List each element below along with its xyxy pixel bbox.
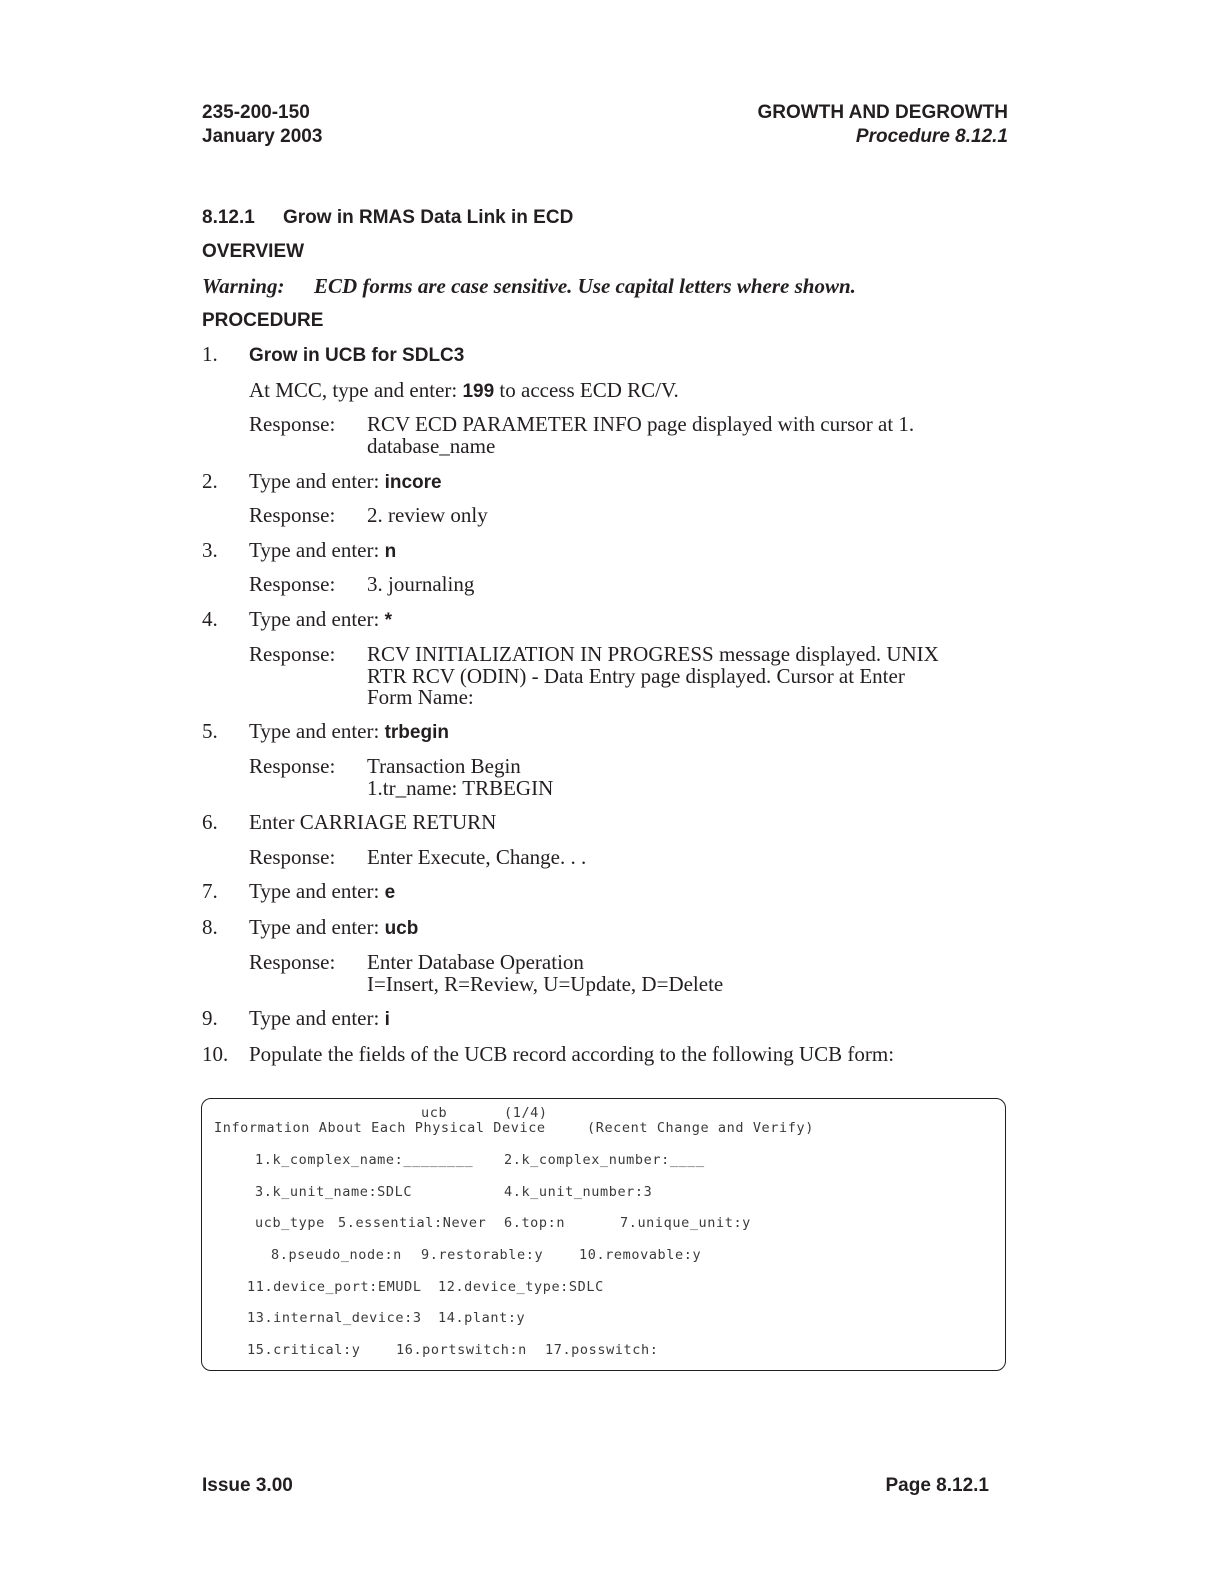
section-title [202, 207, 573, 229]
step-5-response [249, 756, 987, 799]
instruction-text: Enter CARRIAGE RETURN [249, 810, 497, 834]
step-number: 6. [202, 810, 218, 834]
response-text: RCV INITIALIZATION IN PROGRESS message displayed. UNIX [367, 642, 939, 666]
step-title: Grow in UCB for SDLC3 [249, 345, 465, 366]
field-removable: 10.removable:y [579, 1247, 702, 1263]
form-name: ucb [421, 1105, 448, 1121]
command: incore [384, 472, 442, 493]
step-9 [202, 1007, 390, 1031]
step-number: 4. [202, 607, 218, 631]
step-6 [202, 811, 496, 833]
step-number: 9. [202, 1006, 218, 1030]
response-text: 1.tr_name: TRBEGIN [367, 775, 554, 800]
step-8 [202, 916, 418, 940]
header-left [202, 101, 322, 149]
instruction-text: Type and enter: [249, 469, 385, 493]
response-label: Response: [249, 845, 336, 869]
overview-heading: OVERVIEW [202, 241, 305, 262]
step-number: 3. [202, 538, 218, 562]
step-1-instruction [249, 379, 679, 403]
response-text: database_name [367, 433, 496, 458]
step-number: 7. [202, 879, 218, 903]
step-number: 2. [202, 469, 218, 493]
field-device-type: 12.device_type:SDLC [438, 1279, 604, 1295]
step-6-response [249, 847, 987, 869]
response-label: Response: [249, 572, 336, 596]
doc-procedure: Procedure 8.12.1 [855, 126, 1008, 147]
step-4 [202, 608, 392, 632]
step-number: 8. [202, 915, 218, 939]
instruction-text: to access ECD RC/V. [494, 378, 679, 402]
field-portswitch: 16.portswitch:n [396, 1342, 527, 1358]
response-text: 2. review only [367, 503, 488, 527]
instruction-text: Type and enter: [249, 719, 385, 743]
step-8-response [249, 952, 987, 995]
section-number: 8.12.1 [202, 207, 255, 228]
field-k-complex-name: 1.k_complex_name:________ [255, 1152, 474, 1168]
step-number: 5. [202, 719, 218, 743]
warning-label: Warning: [202, 274, 285, 298]
warning-text: ECD forms are case sensitive. Use capital letters where shown. [314, 274, 856, 298]
response-text: Transaction Begin [367, 754, 521, 778]
response-text: Form Name: [367, 685, 474, 709]
warning [202, 274, 856, 299]
step-7 [202, 880, 395, 904]
command: * [384, 610, 392, 631]
ucb-form-box [201, 1098, 1006, 1371]
command: 199 [462, 381, 495, 402]
step-10 [202, 1043, 894, 1065]
command: ucb [384, 918, 419, 939]
field-internal-device: 13.internal_device:3 [247, 1310, 422, 1326]
step-number: 1. [202, 342, 218, 366]
field-pseudo-node: 8.pseudo_node:n [271, 1247, 402, 1263]
response-label: Response: [249, 503, 336, 527]
form-page: (1/4) [504, 1105, 548, 1121]
command: trbegin [384, 722, 449, 743]
step-2-response [249, 505, 987, 527]
doc-number: 235-200-150 [202, 102, 310, 123]
response-text: Enter Database Operation [367, 950, 584, 974]
field-k-unit-number: 4.k_unit_number:3 [504, 1184, 653, 1200]
ucb-type-label: ucb_type [255, 1215, 325, 1231]
step-5 [202, 720, 449, 744]
field-unique-unit: 7.unique_unit:y [620, 1215, 751, 1231]
instruction-text: Populate the fields of the UCB record according to the following UCB form: [249, 1042, 895, 1066]
command: i [384, 1009, 390, 1030]
footer-issue: Issue 3.00 [202, 1475, 293, 1496]
field-device-port: 11.device_port:EMUDL [247, 1279, 422, 1295]
step-2 [202, 470, 442, 494]
step-1 [202, 343, 464, 367]
instruction-text: At MCC, type and enter: [249, 378, 463, 402]
response-label: Response: [249, 950, 336, 974]
command: e [384, 882, 396, 903]
step-3-response [249, 574, 987, 596]
instruction-text: Type and enter: [249, 879, 385, 903]
form-description: Information About Each Physical Device [214, 1120, 546, 1136]
response-text: Enter Execute, Change. . . [367, 845, 587, 869]
step-number: 10. [202, 1042, 229, 1066]
doc-date: January 2003 [202, 126, 323, 147]
doc-section: GROWTH AND DEGROWTH [757, 102, 1008, 123]
instruction-text: Type and enter: [249, 915, 385, 939]
response-label: Response: [249, 412, 336, 436]
response-text: RTR RCV (ODIN) - Data Entry page displayed. Cursor at Enter [367, 663, 905, 688]
response-text: I=Insert, R=Review, U=Update, D=Delete [367, 971, 724, 996]
field-plant: 14.plant:y [438, 1310, 526, 1326]
instruction-text: Type and enter: [249, 607, 385, 631]
footer-page: Page 8.12.1 [885, 1475, 989, 1496]
field-restorable: 9.restorable:y [421, 1247, 544, 1263]
section-title-text: Grow in RMAS Data Link in ECD [283, 207, 574, 228]
step-1-response [249, 414, 987, 457]
response-text: RCV ECD PARAMETER INFO page displayed with cursor at 1. [367, 412, 915, 436]
instruction-text: Type and enter: [249, 1006, 385, 1030]
step-4-response [249, 644, 987, 709]
step-3 [202, 539, 396, 563]
instruction-text: Type and enter: [249, 538, 385, 562]
response-label: Response: [249, 754, 336, 778]
field-posswitch: 17.posswitch: [545, 1342, 659, 1358]
field-k-unit-name: 3.k_unit_name:SDLC [255, 1184, 413, 1200]
form-mode: (Recent Change and Verify) [587, 1120, 814, 1136]
response-text: 3. journaling [367, 572, 475, 596]
response-label: Response: [249, 642, 336, 666]
command: n [384, 541, 397, 562]
field-essential: 5.essential:Never [338, 1215, 487, 1231]
header-right [758, 101, 1009, 149]
field-critical: 15.critical:y [247, 1342, 361, 1358]
field-top: 6.top:n [504, 1215, 566, 1231]
procedure-heading: PROCEDURE [202, 310, 324, 331]
field-k-complex-number: 2.k_complex_number:____ [504, 1152, 705, 1168]
